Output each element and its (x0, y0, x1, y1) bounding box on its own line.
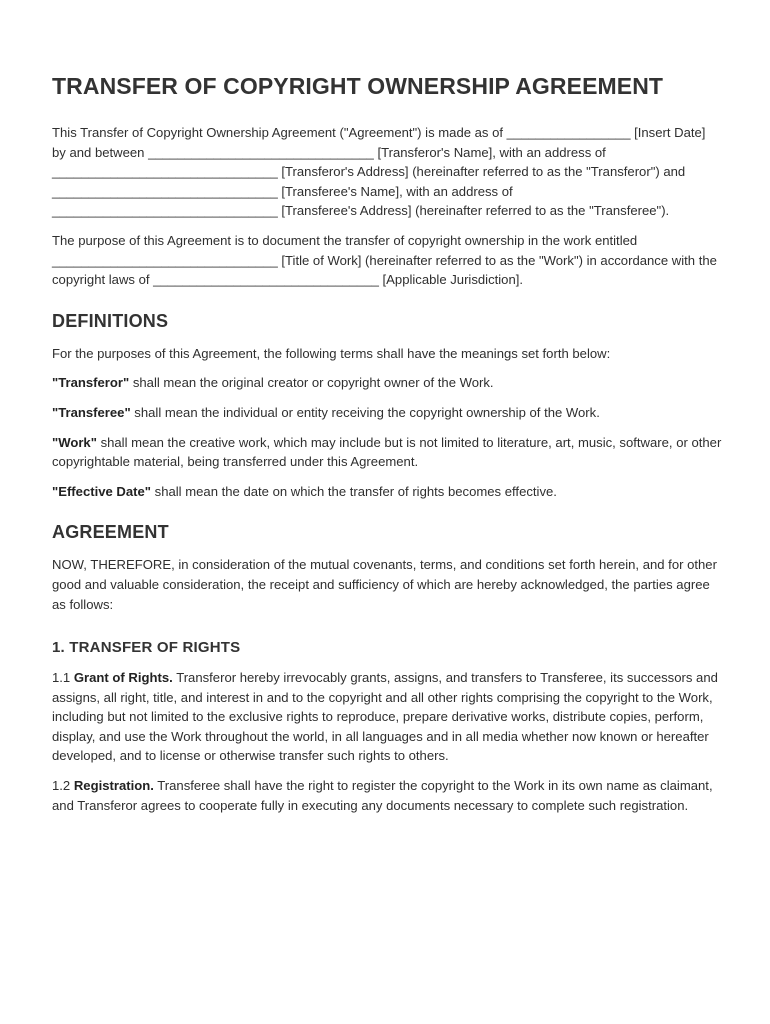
definition-text: shall mean the original creator or copyright owner of the Work. (132, 375, 494, 391)
clause-registration (52, 776, 722, 815)
clause-text: Transferee shall have the right to register the copyright to the Work in its own name as claimant, and Transferor agrees to cooperate fully in executing any documents necessary to complete such registration. (52, 778, 713, 813)
definition-transferor (52, 373, 722, 393)
clause-number: 1.2 (52, 778, 71, 794)
document-title: TRANSFER OF COPYRIGHT OWNERSHIP AGREEMENT (52, 73, 664, 99)
definition-text: shall mean the date on which the transfer of rights becomes effective. (154, 483, 557, 499)
definition-term: "Work" (52, 434, 97, 450)
purpose-paragraph: The purpose of this Agreement is to document the transfer of copyright ownership in the work entitled _______________________________ [Title of Work] (hereinafter referred to as the "Work") in accordance with the copyright laws of _______________________________ [Applicable Jurisdiction]. (52, 232, 717, 288)
clause-number: 1.1 (52, 670, 71, 686)
clause-grant-of-rights (52, 668, 722, 766)
definitions-intro: For the purposes of this Agreement, the following terms shall have the meanings set forth below: (52, 345, 611, 361)
definition-transferee (52, 403, 722, 423)
clause-text: Transferor hereby irrevocably grants, assigns, and transfers to Transferee, its successors and assigns, all right, title, and interest in and to the copyright and all other rights comprising the copyright to the Work, including but not limited to the exclusive rights to reproduce, prepare derivative works, distribute copies, perform, display, and use the Work throughout the world, in all languages and in all media whether now known or hereafter developed, and to license or otherwise transfer such rights to others. (52, 670, 718, 764)
definition-text: shall mean the creative work, which may include but is not limited to literature, art, music, software, or other copyrightable material, being transferred under this Agreement. (52, 434, 722, 470)
agreement-heading: AGREEMENT (52, 522, 169, 543)
definition-work (52, 433, 722, 472)
definition-term: "Effective Date" (52, 483, 152, 499)
definition-term: "Transferee" (52, 404, 131, 420)
clause-label: Registration. (73, 778, 154, 794)
definition-term: "Transferor" (52, 375, 130, 391)
agreement-paragraph: NOW, THEREFORE, in consideration of the mutual covenants, terms, and conditions set forth herein, and for other good and valuable consideration, the receipt and sufficiency of which are hereby acknowledged, the parties agree as follows: (52, 557, 717, 612)
definition-effective-date (52, 482, 722, 502)
definition-text: shall mean the individual or entity receiving the copyright ownership of the Work. (134, 404, 600, 420)
document-page (52, 70, 722, 825)
clause-label: Grant of Rights. (73, 670, 173, 686)
definitions-heading: DEFINITIONS (52, 310, 169, 331)
intro-paragraph: This Transfer of Copyright Ownership Agreement ("Agreement") is made as of _________________ [Insert Date] by and between _______________________________ [Transferor's Name], with an address of _______________________________ [Transferor's Address] (hereinafter referred to as the "Transferor") and _______________________________ [Transferee's Name], with an address of _______________________________ [Transferee's Address] (hereinafter referred to as the "Transferee"). (52, 125, 706, 219)
transfer-of-rights-heading: 1. TRANSFER OF RIGHTS (52, 639, 241, 657)
